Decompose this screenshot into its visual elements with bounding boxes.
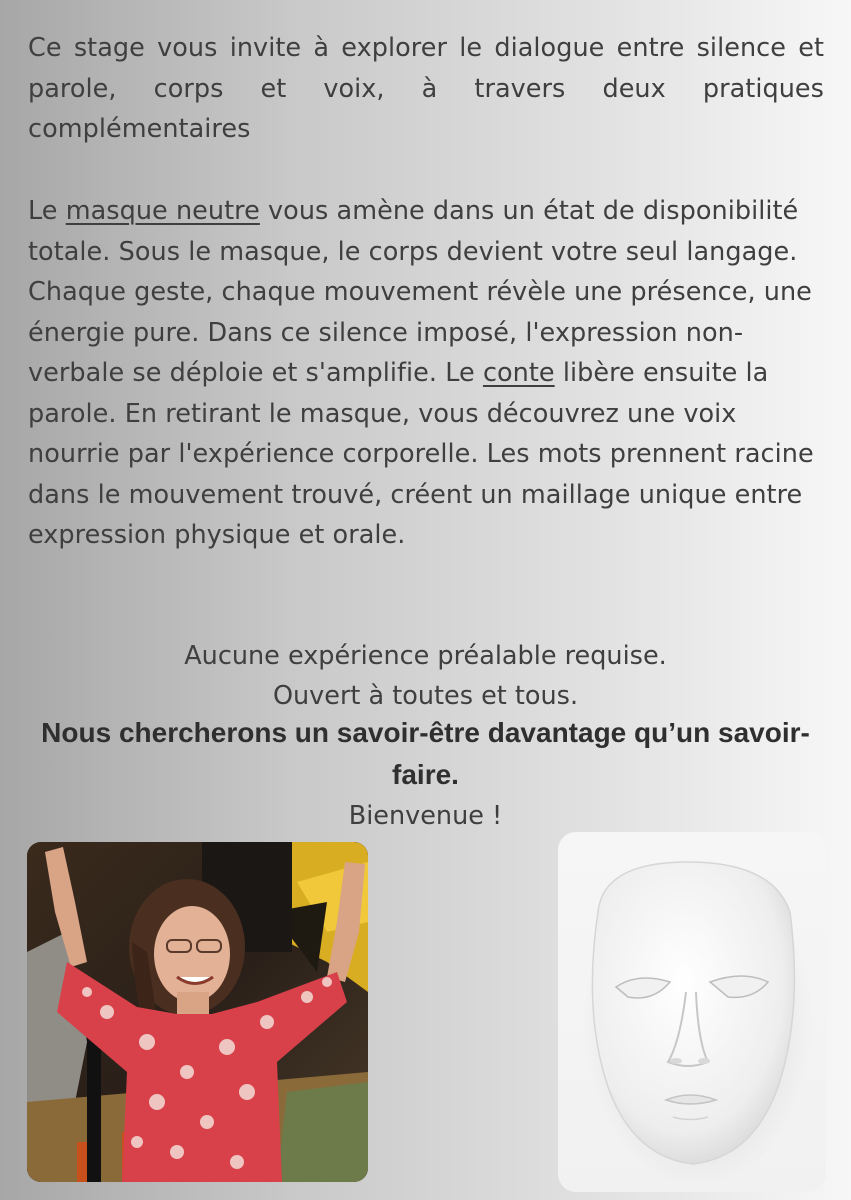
no-experience-line: Aucune expérience préalable requise. [184,641,667,671]
savoir-etre-heading: Nous chercherons un savoir-être davantage qu’un savoir-faire. [41,717,810,790]
text-segment: vous amène dans un état de disponibilité totale. Sous le masque, le corps devient votre seul langage. Chaque geste, chaque mouvement révèle une présence, une énergie pure. Dans ce silence imposé, l'expression non-verbale se déploie et s'amplifie. Le [28,196,812,388]
open-to-all-line: Ouvert à toutes et tous. [272,681,579,711]
neutral-mask-image [558,832,826,1192]
portrait-photo [27,842,368,1182]
description-paragraph [28,191,824,556]
masque-neutre-link[interactable]: masque neutre [65,196,260,226]
conte-link[interactable]: conte [482,358,555,388]
welcome-line: Bienvenue ! [348,801,503,831]
text-segment: libère ensuite la parole. En retirant le masque, vous découvrez une voix nourrie par l'expérience corporelle. Les mots prennent racine dans le mouvement trouvé, créent un maillage unique entre expression physique et orale. [28,358,814,550]
intro-paragraph: Ce stage vous invite à explorer le dialogue entre silence et parole, corps et voix, à travers deux pratiques complémentaires [28,33,824,144]
text-segment: Le [28,196,66,226]
